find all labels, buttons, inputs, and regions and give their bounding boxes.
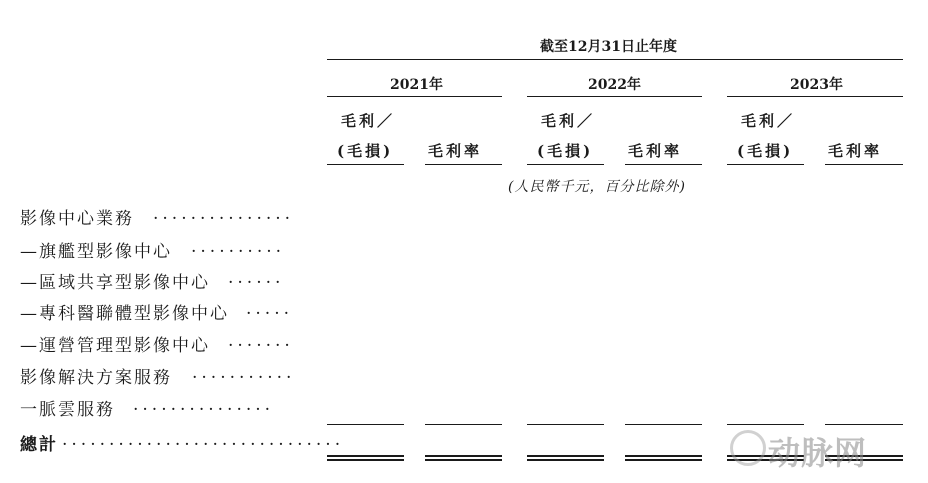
total-top-rule-3 [527,424,604,425]
col-margin-2022: 毛利率 [628,142,683,160]
row-label: —專科醫聯體型影像中心 [20,304,229,324]
total-double-rule [625,455,702,457]
row-label: —旗艦型影像中心 [20,242,172,262]
year-2021-rule [327,96,502,97]
subhdr-rule-5 [727,164,804,165]
year-2022-rule [527,96,702,97]
row-leader-dots: ...... [228,268,285,288]
total-double-rule [527,455,604,457]
unit-note: (人民幣千元，百分比除外) [508,179,686,195]
period-rule [327,59,903,60]
total-double-rule [425,459,502,461]
total-double-rule [625,459,702,461]
row-leader-dots: ..... [246,299,294,319]
total-top-rule-6 [825,424,903,425]
subhdr-rule-2 [425,164,502,165]
col-gross-2022-a: 毛利／ [541,112,596,130]
row-leader-dots: ............... [153,204,295,224]
year-2021: 2021年 [390,77,443,93]
year-2023-rule [727,96,903,97]
col-gross-2023-b: (毛損) [737,142,794,160]
col-margin-2021: 毛利率 [428,142,483,160]
row-label: —運營管理型影像中心 [20,336,210,356]
total-top-rule-4 [625,424,702,425]
row-label: 影像解決方案服務 [20,368,172,388]
col-gross-2023-a: 毛利／ [741,112,796,130]
col-gross-2021-a: 毛利／ [341,112,396,130]
total-label: 總計 [20,435,58,455]
col-gross-2022-b: (毛損) [537,142,594,160]
year-2023: 2023年 [790,77,843,93]
row-leader-dots: ....... [228,331,294,351]
total-top-rule-2 [425,424,502,425]
subhdr-rule-4 [625,164,702,165]
row-leader-dots: ........... [192,363,296,383]
watermark: 动脉网 [768,434,868,472]
row-leader-dots: ............... [133,395,275,415]
total-leader-dots: .............................. [62,430,345,450]
row-label: 影像中心業務 [20,209,134,229]
subhdr-rule-1 [327,164,404,165]
total-top-rule-1 [327,424,404,425]
total-double-rule [425,455,502,457]
period-header: 截至12月31日止年度 [540,39,677,55]
total-double-rule [527,459,604,461]
total-double-rule [327,455,404,457]
row-leader-dots: .......... [191,237,286,257]
subhdr-rule-6 [825,164,903,165]
row-label: 一脈雲服務 [20,400,115,420]
year-2022: 2022年 [588,77,641,93]
total-double-rule [327,459,404,461]
col-gross-2021-b: (毛損) [337,142,394,160]
col-margin-2023: 毛利率 [828,142,883,160]
row-label: —區域共享型影像中心 [20,273,210,293]
total-top-rule-5 [727,424,804,425]
subhdr-rule-3 [527,164,604,165]
